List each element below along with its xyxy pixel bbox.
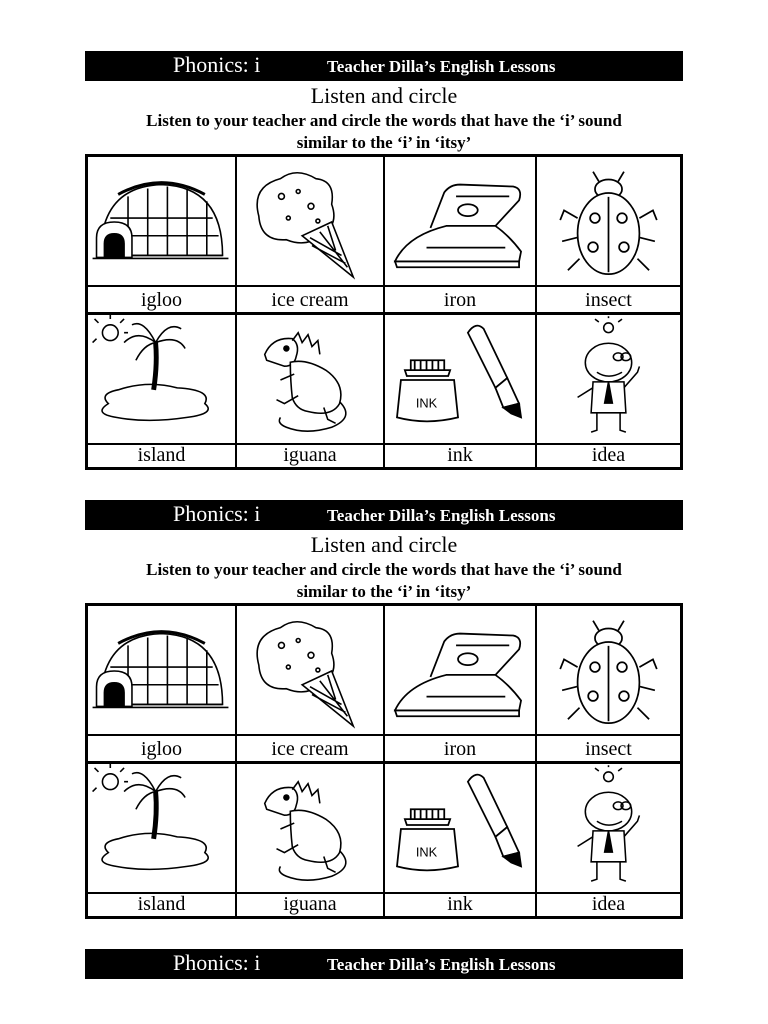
header-brand: Teacher Dilla’s English Lessons [327,57,556,76]
instruction-line-1: Listen to your teacher and circle the words that have the ‘i’ sound [146,111,622,130]
word-label: idea [591,893,626,915]
svg-text:INK: INK [415,844,438,860]
word-card[interactable] [537,764,680,916]
word-label: ice cream [271,289,349,311]
insect-icon [537,157,680,287]
word-card[interactable] [385,606,537,761]
iron-icon [385,157,535,287]
word-card[interactable] [237,157,385,312]
iron-icon [385,606,535,736]
header-brand: Teacher Dilla’s English Lessons [327,955,556,974]
word-card[interactable] [385,157,537,312]
word-card[interactable] [88,157,237,312]
header-bar [85,51,683,81]
word-label: iron [443,738,477,760]
word-label: insect [585,738,632,760]
island-icon [88,315,235,445]
word-label: island [137,893,186,915]
word-card[interactable] [537,315,680,467]
ink-icon [385,764,535,894]
header-bar [85,500,683,530]
picture-word-grid [85,154,683,470]
word-card[interactable] [237,315,385,467]
idea-icon [537,315,680,445]
iguana-icon [237,315,383,445]
word-label: igloo [140,289,183,311]
picture-word-grid [85,603,683,919]
instruction-line-1: Listen to your teacher and circle the words that have the ‘i’ sound [146,560,622,579]
word-card[interactable] [88,315,237,467]
word-label: iron [443,289,477,311]
iguana-icon [237,764,383,894]
word-card[interactable] [537,157,680,312]
header-topic: Phonics: i [173,501,261,526]
word-card[interactable] [88,606,237,761]
ink-icon [385,315,535,445]
word-label: ink [447,444,473,466]
word-label: ink [447,893,473,915]
word-label: idea [591,444,626,466]
island-icon [88,764,235,894]
word-label: iguana [283,893,337,915]
word-card[interactable] [237,764,385,916]
igloo-icon [88,157,235,287]
header-topic: Phonics: i [173,52,261,77]
word-card[interactable] [537,606,680,761]
header-brand: Teacher Dilla’s English Lessons [327,506,556,525]
instruction-line-2: similar to the ‘i’ in ‘itsy’ [296,582,472,601]
igloo-icon [88,606,235,736]
header-bar [85,949,683,979]
word-label: insect [585,289,632,311]
word-card[interactable] [385,315,537,467]
word-card[interactable] [385,764,537,916]
word-card[interactable] [88,764,237,916]
word-label: ice cream [271,738,349,760]
instruction-line-2: similar to the ‘i’ in ‘itsy’ [296,133,472,152]
word-label: iguana [283,444,337,466]
ice-cream-icon [237,157,383,287]
insect-icon [537,606,680,736]
ice-cream-icon [237,606,383,736]
header-topic: Phonics: i [173,950,261,975]
word-label: island [137,444,186,466]
idea-icon [537,764,680,894]
worksheet-title: Listen and circle [310,532,458,557]
word-card[interactable] [237,606,385,761]
worksheet-title: Listen and circle [310,83,458,108]
word-label: igloo [140,738,183,760]
svg-text:INK: INK [415,395,438,411]
